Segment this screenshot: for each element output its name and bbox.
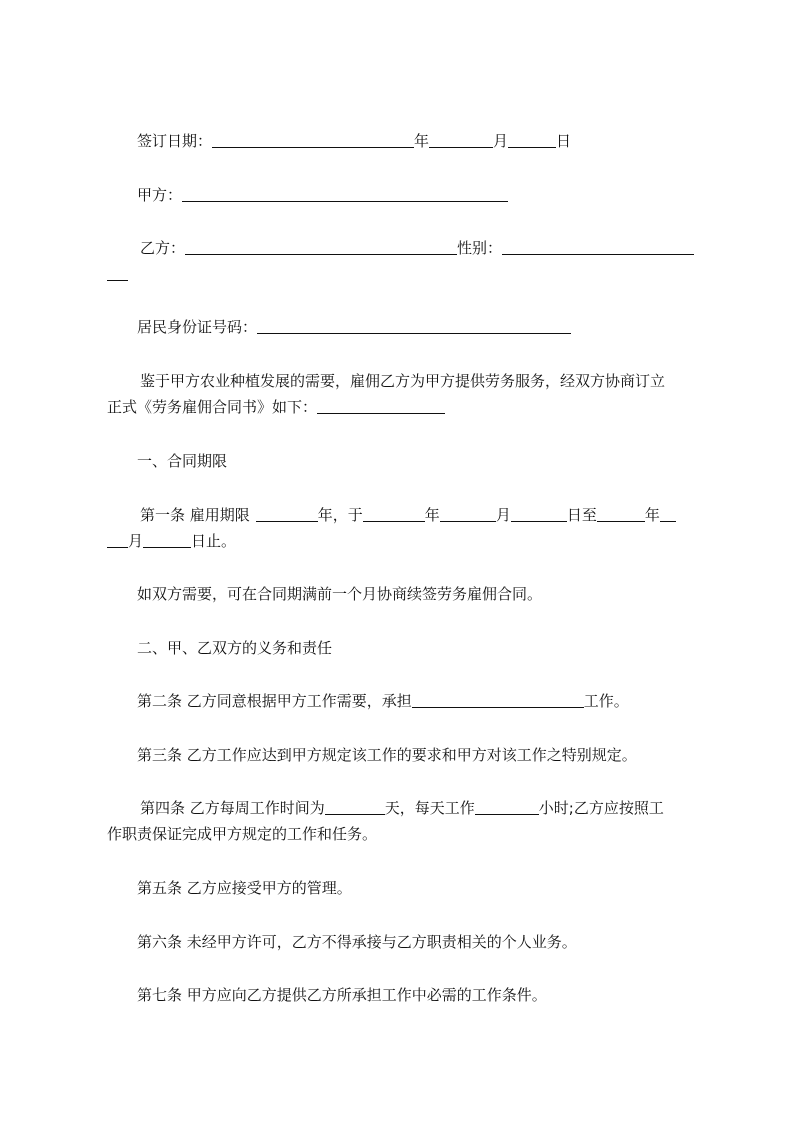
renewal-line	[0, 584, 793, 604]
end-year-blank	[597, 506, 645, 522]
article-4-text-2: 天，每天工作	[384, 799, 475, 817]
article-1-label: 第一条 雇用期限	[140, 506, 250, 524]
article-1-year-text: 年，于	[317, 506, 363, 524]
signing-date-label: 签订日期：	[137, 132, 213, 150]
gender-continuation-line	[0, 264, 793, 284]
article-5-line	[0, 878, 793, 898]
article-2-line	[0, 691, 793, 711]
date-month-blank	[429, 132, 493, 148]
article-2-text: 第二条 乙方同意根据甲方工作需要，承担	[137, 692, 412, 710]
party-b-blank	[185, 239, 457, 255]
party-a-blank	[182, 186, 508, 202]
start-month-blank	[440, 506, 496, 522]
article-1-start-year: 年	[424, 506, 440, 524]
signing-date-line	[0, 131, 793, 151]
end-month-blank-2	[107, 532, 128, 548]
article-2-end: 工作。	[583, 692, 629, 710]
term-years-blank	[256, 506, 318, 522]
article-7-line	[0, 985, 793, 1005]
gender-label: 性别：	[457, 239, 503, 257]
preamble-line-2	[0, 397, 793, 417]
gender-blank	[502, 239, 694, 255]
id-number-blank	[257, 318, 571, 334]
preamble-line-1	[0, 371, 793, 391]
job-blank	[412, 692, 584, 708]
article-5-text: 第五条 乙方应接受甲方的管理。	[137, 879, 352, 897]
hours-blank	[475, 799, 539, 815]
article-4-line-1	[0, 798, 793, 818]
days-blank	[325, 799, 385, 815]
section-1-title: 一、合同期限	[137, 452, 228, 470]
section-1-heading	[0, 451, 793, 471]
article-6-text: 第六条 未经甲方许可，乙方不得承接与乙方职责相关的个人业务。	[137, 933, 577, 951]
article-1-line-1	[0, 505, 793, 525]
article-4-line-2	[0, 824, 793, 844]
start-year-blank	[363, 506, 425, 522]
party-b-label: 乙方：	[140, 239, 186, 257]
article-6-line	[0, 932, 793, 952]
gender-blank-continued	[107, 265, 128, 281]
end-day-blank	[143, 532, 191, 548]
id-number-line	[0, 317, 793, 337]
article-4-text-1: 第四条 乙方每周工作时间为	[140, 799, 325, 817]
article-1-end-month: 月	[128, 532, 144, 550]
article-1-line-2	[0, 531, 793, 551]
id-number-label: 居民身份证号码：	[137, 318, 258, 336]
preamble-blank	[317, 398, 445, 414]
renewal-text: 如双方需要，可在合同期满前一个月协商续签劳务雇佣合同。	[137, 585, 543, 603]
article-4-text-3: 小时;乙方应按照工	[538, 799, 664, 817]
article-1-start-day: 日至	[566, 506, 597, 524]
section-2-heading	[0, 638, 793, 658]
date-year-blank	[212, 132, 414, 148]
article-1-end: 日止。	[191, 532, 237, 550]
article-3-text: 第三条 乙方工作应达到甲方规定该工作的要求和甲方对该工作之特别规定。	[137, 746, 637, 764]
date-month-label: 月	[493, 132, 509, 150]
party-b-line	[0, 238, 793, 258]
section-2-title: 二、甲、乙双方的义务和责任	[137, 639, 333, 657]
preamble-text-1: 鉴于甲方农业种植发展的需要，雇佣乙方为甲方提供劳务服务，经双方协商订立	[140, 372, 666, 390]
article-1-end-year: 年	[644, 506, 660, 524]
article-7-text: 第七条 甲方应向乙方提供乙方所承担工作中必需的工作条件。	[137, 986, 547, 1004]
article-4-text-4: 作职责保证完成甲方规定的工作和任务。	[107, 825, 378, 843]
date-day-label: 日	[556, 132, 572, 150]
article-1-start-month: 月	[495, 506, 511, 524]
end-month-blank-1	[660, 506, 676, 522]
start-day-blank	[511, 506, 567, 522]
party-a-label: 甲方：	[137, 186, 183, 204]
party-a-line	[0, 185, 793, 205]
date-day-blank	[508, 132, 556, 148]
preamble-text-2: 正式《劳务雇佣合同书》如下：	[107, 398, 318, 416]
date-year-label: 年	[414, 132, 430, 150]
article-3-line	[0, 745, 793, 765]
